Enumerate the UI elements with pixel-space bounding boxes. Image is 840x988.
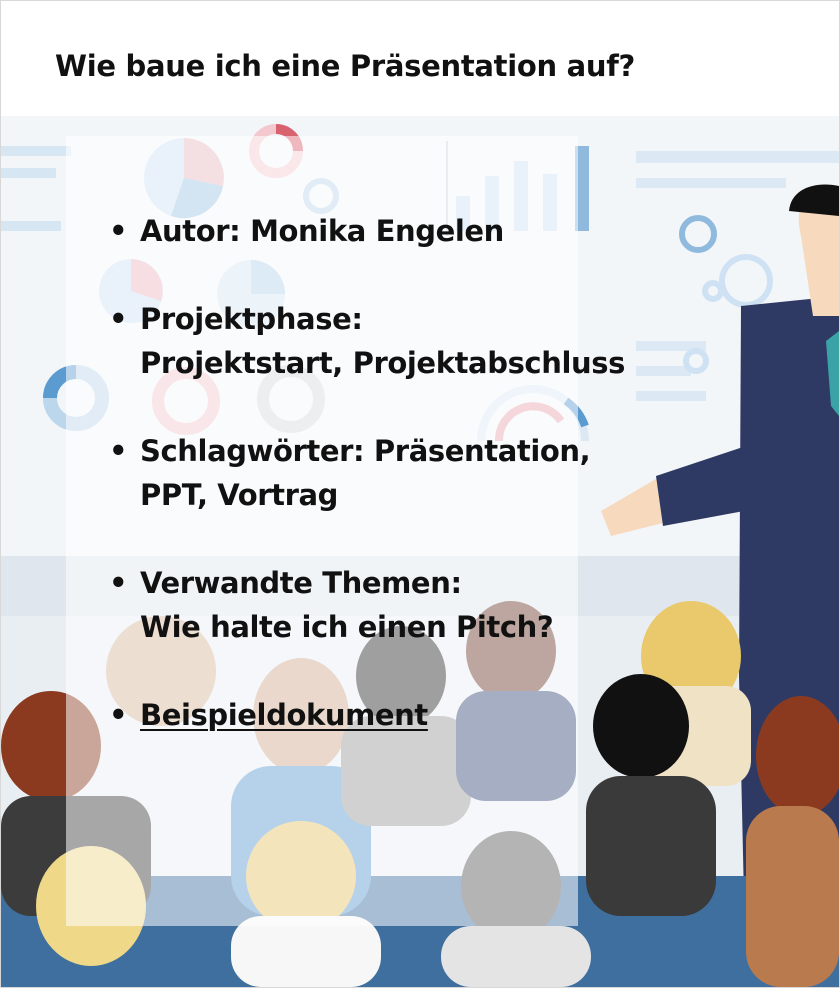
page-title: Wie baue ich eine Präsentation auf? (55, 49, 636, 83)
list-item-example (109, 693, 609, 737)
phase-label: • Projektphase: (140, 302, 363, 336)
list-item-author (109, 209, 609, 253)
list-item-phase (109, 297, 625, 385)
list-item-related (109, 561, 609, 649)
keywords-line-1: • Schlagwörter: Präsentation, (140, 434, 591, 468)
related-label: • Verwandte Themen: (140, 566, 462, 600)
topic-facts-list (109, 209, 625, 781)
list-item-keywords (109, 429, 609, 517)
phase-value: Projektstart, Projektabschluss (140, 346, 625, 380)
related-value: Wie halte ich einen Pitch? (140, 610, 554, 644)
keywords-line-2: PPT, Vortrag (140, 478, 339, 512)
example-document-link[interactable]: Beispieldokument (140, 698, 428, 732)
author-text: • Autor: Monika Engelen (140, 214, 504, 248)
